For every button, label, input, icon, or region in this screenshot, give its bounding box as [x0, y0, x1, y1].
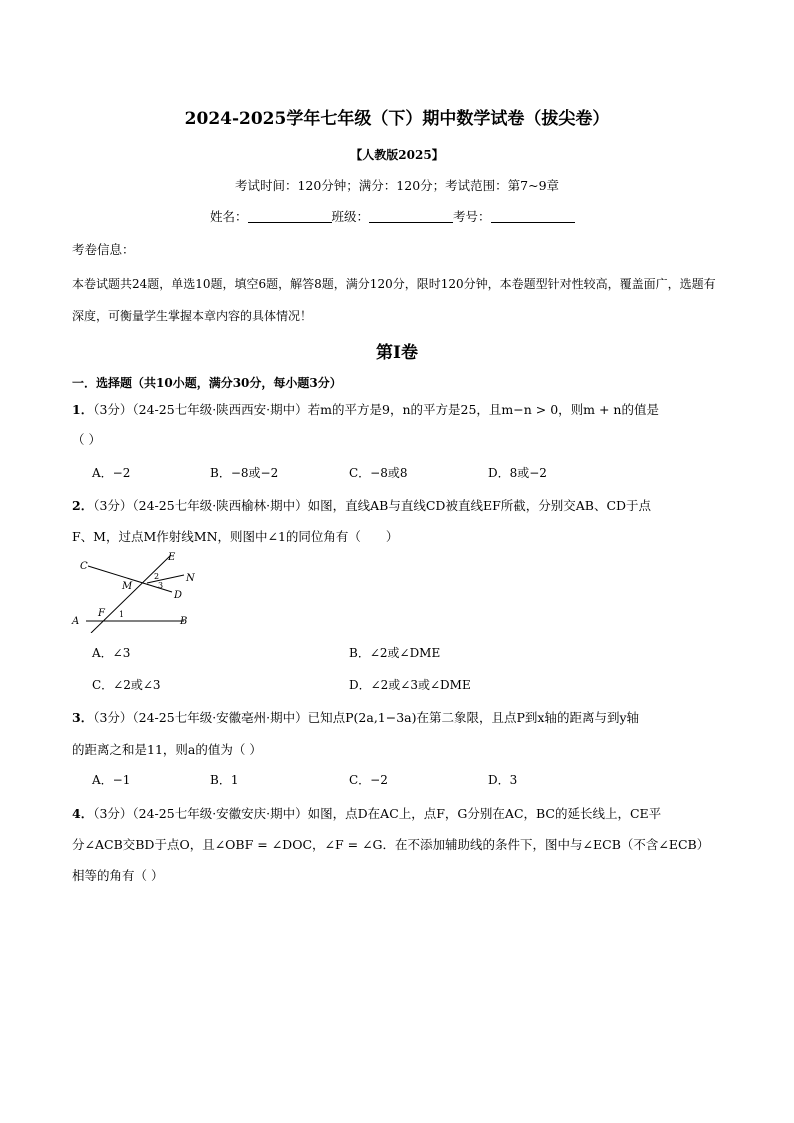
- question-4-line-2: 分∠ACB交BD于点O，且∠OBF = ∠DOC，∠F = ∠G．在不添加辅助线的条件下，图中与∠ECB（不含∠ECB）: [72, 837, 710, 852]
- q1-option-c[interactable]: C．−8或8: [349, 466, 408, 480]
- ray-mn: [147, 575, 184, 583]
- question-4-line-1: [72, 804, 661, 822]
- question-1-line-2: （ ）: [72, 432, 101, 447]
- student-fields: [210, 207, 575, 225]
- question-3-line-1: [72, 708, 639, 726]
- label-angle-1: 1: [119, 610, 125, 619]
- edition-label: 【人教版2025】: [350, 148, 444, 162]
- q3-option-a[interactable]: A．−1: [92, 773, 131, 787]
- label-angle-3: 3: [158, 581, 164, 590]
- page-title: 2024-2025学年七年级（下）期中数学试卷（拔尖卷）: [184, 109, 610, 129]
- label-d: D: [174, 590, 183, 601]
- exam-meta: 考试时间：120分钟；满分：120分；考试范围：第7~9章: [234, 178, 560, 193]
- question-2-figure: [70, 547, 200, 633]
- q3-option-c[interactable]: C．−2: [349, 773, 388, 787]
- question-2-number: 2．: [72, 498, 94, 513]
- label-a: A: [72, 616, 80, 627]
- section-title: 一．选择题（共10小题，满分30分，每小题3分）: [72, 376, 342, 390]
- question-3-number: 3．: [72, 710, 94, 725]
- label-f: F: [98, 608, 105, 619]
- q2-option-c[interactable]: C．∠2或∠3: [92, 678, 161, 692]
- class-blank[interactable]: [369, 209, 453, 223]
- question-2-text: （3分）（24-25七年级·陕西榆林·期中）如图，直线AB与直线CD被直线EF所截，分别交AB、CD于点: [93, 498, 652, 513]
- part-title: 第I卷: [376, 343, 418, 363]
- question-3-text: （3分）（24-25七年级·安徽亳州·期中）已知点P(2a,1−3a)在第二象限，且点P到x轴的距离与到y轴: [93, 710, 640, 725]
- name-label: 姓名：: [210, 209, 248, 224]
- name-blank[interactable]: [248, 209, 332, 223]
- question-2-line-1: [72, 496, 651, 514]
- question-1-line-1: [72, 400, 659, 418]
- question-4-number: 4．: [72, 806, 94, 821]
- question-4-line-3: 相等的角有（ ）: [72, 868, 164, 883]
- number-blank[interactable]: [491, 209, 575, 223]
- question-4-text: （3分）（24-25七年级·安徽安庆·期中）如图，点D在AC上，点F，G分别在AC，BC的延长线上，CE平: [93, 806, 662, 821]
- question-1-number: 1．: [72, 402, 94, 417]
- question-3-line-2: 的距离之和是11，则a的值为（ ）: [72, 742, 262, 757]
- class-label: 班级：: [331, 209, 370, 224]
- label-m: M: [122, 581, 133, 592]
- number-label: 考号：: [453, 209, 491, 224]
- q2-option-b[interactable]: B．∠2或∠DME: [349, 646, 441, 660]
- info-text: 本卷试题共24题，单选10题，填空6题，解答8题，满分120分，限时120分钟，本卷题型针对性较高，覆盖面广，选题有深度，可衡量学生掌握本章内容的具体情况！: [72, 277, 716, 323]
- q3-option-d[interactable]: D．3: [488, 773, 518, 787]
- label-n: N: [186, 573, 195, 584]
- label-b: B: [180, 616, 188, 627]
- info-heading: 考卷信息：: [72, 242, 135, 257]
- q1-option-b[interactable]: B．−8或−2: [210, 466, 279, 480]
- label-e: E: [168, 552, 176, 563]
- label-c: C: [80, 561, 88, 572]
- question-1-text: （3分）（24-25七年级·陕西西安·期中）若m的平方是9，n的平方是25，且m−n > 0，则m + n的值是: [93, 402, 659, 417]
- q1-option-d[interactable]: D．8或−2: [488, 466, 547, 480]
- q2-option-d[interactable]: D．∠2或∠3或∠DME: [349, 678, 471, 692]
- q2-option-a[interactable]: A．∠3: [92, 646, 131, 660]
- label-angle-2: 2: [154, 572, 160, 581]
- q1-option-a[interactable]: A．−2: [92, 466, 131, 480]
- q3-option-b[interactable]: B．1: [210, 773, 239, 787]
- question-2-line-2: F、M，过点M作射线MN，则图中∠1的同位角有（ ）: [72, 529, 399, 544]
